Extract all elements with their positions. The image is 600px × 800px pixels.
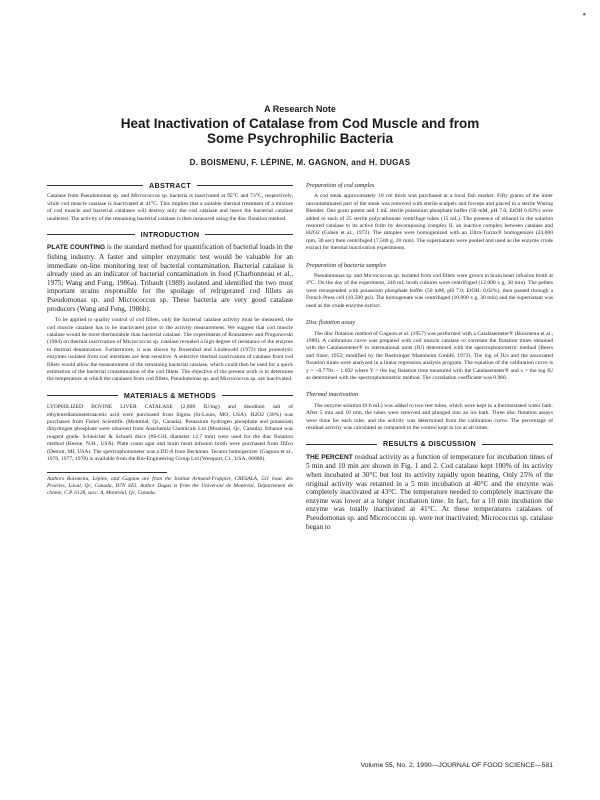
paragraph-text: is the standard method for quantification of bacterial loads in the fishing industry. A faster and simpler enzymatic test would be valuable for an immediate on-line monitoring test of bacterial contamination. Bacterial catalase is already used as an indicator of bacterial contamination in food (Charbonneau et al., 1975; Wang and Fung, 1986a). Tribault (1989) isolated and identified the two most important strains responsible for the spoilage of refrigerated cod fillets as Pseudomonas sp. and Micrococcus sp. These bacteria are very good catalase producers (Wang and Fung, 1986b). <box>47 243 293 313</box>
thermal-inactivation-text: The enzyme solution (0.6 mL) was added to two test tubes, which were kept in a thermostated water bath. After 5 min and 10 min, the tubes were removed and plunged into an ice bath. Three disc flotation assays were done for each tube, and the activity was determined from the calibration curve. The percentage of residual activity was calculated as compared to the control kept in ice at all times. <box>306 402 553 431</box>
left-column <box>47 182 293 501</box>
page-corner-mark: • <box>582 10 586 21</box>
materials-paragraph-1 <box>47 404 293 463</box>
prep-cod-text: A cod steak approximately 10 cm thick was purchased at a local fish market. Fifty grams of the inner uncontaminated part of the steak was removed with sterile scalpels and forceps and placed in a sterile Waring Blender. One gram potent and 1 mL sterile potassium phosphate buffer (50 mM, pH 7.0; EtOH 0.02%) were added to each of 25 sterile polycarbonate centrifuge tubes (15 mL). The presence of ethanol in the solution restored catalase to its active form by decomposing complex II, an inactive complex between catalase and H2O2 (Cohen et al., 1972). The samples were homogenized with an Ultra-Turrax® homogenizer (24,000 rpm, 30 sec) then centrifuged (7,500 g, 20 min). The supernatants were pooled and used as the enzyme crude extract for thermal inactivation experiments. <box>306 193 553 252</box>
introduction-heading-label: INTRODUCTION <box>140 230 200 240</box>
heading-rule-right <box>197 185 293 186</box>
introduction-paragraph-2: To be applied to quality control of cod fillets, only the bacterial catalase activity must be measured, the cod muscle catalase has to be inactivated prior to the activity measurement. We suggest that cod muscle catalase would be more thermolabile than bacterial catalase. The experiments of Romanteev and Progonovski (1984) on thermal inactivation of Micrococcus sp. catalase revealed a high degree of resistance of the enzyme to thermal denaturation. Furthermore, it was shown by Rosenthal and Lindewald (1972) that proteolytic enzymes isolated from cod intestines are heat sensitive. A selective thermal inactivation of catalase from cod fillets would allow the measurement of the remaining bacterial catalase, which could then be used for a quick estimation of the bacterial contamination of the cod fillets. The objective of the present work is to determine the temperature at which the catalases from cod fillets, Pseudomonas sp. and Micrococcus sp. are inactivated. <box>47 317 293 383</box>
footnote-divider <box>47 472 167 473</box>
materials-heading-label: MATERIALS & METHODS <box>123 390 217 400</box>
heading-rule-right <box>222 395 293 396</box>
paragraph-text: BOVINE LIVER CATALASE (2,800 IU/mg) and disodium salt of ethylenediaminetetraacetic acid were purchased from Sigma (St-Louis, MO, USA). H2O2 (30%) was purchased from Fisher Scientific (Montréal, Qc, Canada). Potassium hydrogen phosphate and potassium dihydrogen phosphate were obtained from Anachemia Chemicals Ltd (Montréal, Qc, Canada). Ethanol was reagent grade. Schleicher & Schuell discs (#S-GH, diameter 12.7 mm) were used for the disc flotation method (Keene, N.H., USA). Plate count agar and brain heart infusion broth were purchased from Difco (Detroit, MI, USA). The spectrophotometer was a DU-8 from Beckman. Tecator homogenizer (Gagnon et al., 1976, 1977, 1978) is available from the Bio-Engineering Group Ltd (Westport, Ct., USA, 06880). <box>47 404 293 463</box>
paragraph-text: residual activity as a function of temperature for incubation times of 5 min and 10 min are shown in Fig. 1 and 2. Cod catalase kept 100% of its activity when incubated at 30°C but lost its activity rapidly upon heating. Only 25% of the original activity was retained in a 5 min incubation at 40°C and the enzyme was completely inactivated at 43°C. The temperature needed to completely inactivate the enzyme was lower at a longer incubation time. In fact, for a 10 min incubation the enzyme was totally inactivated at 41°C. At these temperatures catalases of Pseudomonas sp. and Micrococcus sp. were not inactivated; Micrococcus sp. catalase began to <box>306 452 553 531</box>
title-line-1: Heat Inactivation of Catalase from Cod Muscle and from <box>120 116 480 131</box>
disc-flotation-text: The disc flotation method of Gagnon et al. (1957) was performed with a Catalasemeter® (Boismenu et al., 1989). A calibration curve was prepared with cod muscle catalase to correlate the flotation times obtained with the Catalasemeter® to international units (IU) determined with the spectrophotometric method (Beers and Sizer, 1952; modified by the Boehringer Mannheim GmbH, 1973). The log of IUs and the associated flotation times were analyzed in a linear regression analysis program. The equation of the calibration curve is y = −0.779x − 1.692 where Y = the log flotation time measured with the Catalasemeter® and x = the log IU as determined with the spectrophotometric method. The correlation coefficient was 0.966. <box>306 330 553 381</box>
abstract-heading <box>47 182 293 189</box>
title-line-2: Some Psychrophilic Bacteria <box>206 131 394 146</box>
thermal-inactivation-heading: Thermal inactivation <box>306 391 359 399</box>
article-header <box>40 104 560 167</box>
heading-rule-right <box>205 234 293 235</box>
heading-rule-left <box>47 185 143 186</box>
materials-heading <box>47 392 293 399</box>
heading-rule-left <box>47 234 135 235</box>
abstract-text: Catalase from Pseudomonas sp. and Micrococcus sp. bacteria is inactivated at 95°C and 73°C, respectively, while cod muscle catalase is inactivated at 41°C. This implies that a suitable thermal treatment of a mixture of cod muscle and bacterial catalases will destroy only the cod catalase and leave the bacterial catalase unaltered. The activity of the remaining bacterial catalase is then measured using the disc flotation method. <box>47 193 293 222</box>
article-kicker: A Research Note <box>264 104 336 114</box>
lead-caps: THE PERCENT <box>306 453 353 461</box>
heading-rule-left <box>306 444 377 445</box>
results-heading <box>306 440 553 447</box>
disc-flotation-heading: Disc flotation assay <box>306 319 356 327</box>
article-title <box>40 116 560 146</box>
author-affiliation-footnote: Authors Boismenu, Lépine, and Gagnon are from the Institut Armand-Frappier, CRESALA, 531 boul. des Prairies, Laval, Qc, Canada, H7N 4Z3. Author Dugas is from the Université de Montréal, Département de chimie, C.P. 6128, succ. A, Montréal, Qc, Canada. <box>47 475 293 496</box>
prep-cod-heading: Preparation of cod samples <box>306 182 375 189</box>
prep-bacteria-heading: Preparation of bacteria samples <box>306 261 387 269</box>
introduction-paragraph-1 <box>47 243 293 313</box>
author-list: D. BOISMENU, F. LÉPINE, M. GAGNON, and H. DUGAS <box>189 158 411 167</box>
lead-caps: PLATE COUNTING <box>47 244 106 252</box>
lead-caps: LYOPHILIZED <box>47 404 84 411</box>
introduction-heading <box>47 231 293 238</box>
prep-bacteria-text: Pseudomonas sp. and Micrococcus sp. isolated from cod fillets were grown in brain heart infusion broth at 4°C. On the day of the experiment, 240 mL broth cultures were centrifuged (12,000 x g, 30 min). The pellets were resuspended with potassium phosphate buffer (50 mM, pH 7.0; EtOH: 0.02%), then passed through a French Press cell (10,500 psi). The homogenate was centrifuged (10,000 x g, 30 min) and the supernatant was used as the crude enzyme extract. <box>306 273 553 309</box>
heading-rule-right <box>482 444 553 445</box>
results-heading-label: RESULTS & DISCUSSION <box>383 439 476 449</box>
heading-rule-left <box>47 395 118 396</box>
page-footer: Volume 55, No. 2, 1990—JOURNAL OF FOOD SCIENCE—581 <box>360 762 553 769</box>
results-paragraph-1 <box>306 453 553 531</box>
right-column <box>306 182 553 535</box>
abstract-heading-label: ABSTRACT <box>149 181 191 190</box>
